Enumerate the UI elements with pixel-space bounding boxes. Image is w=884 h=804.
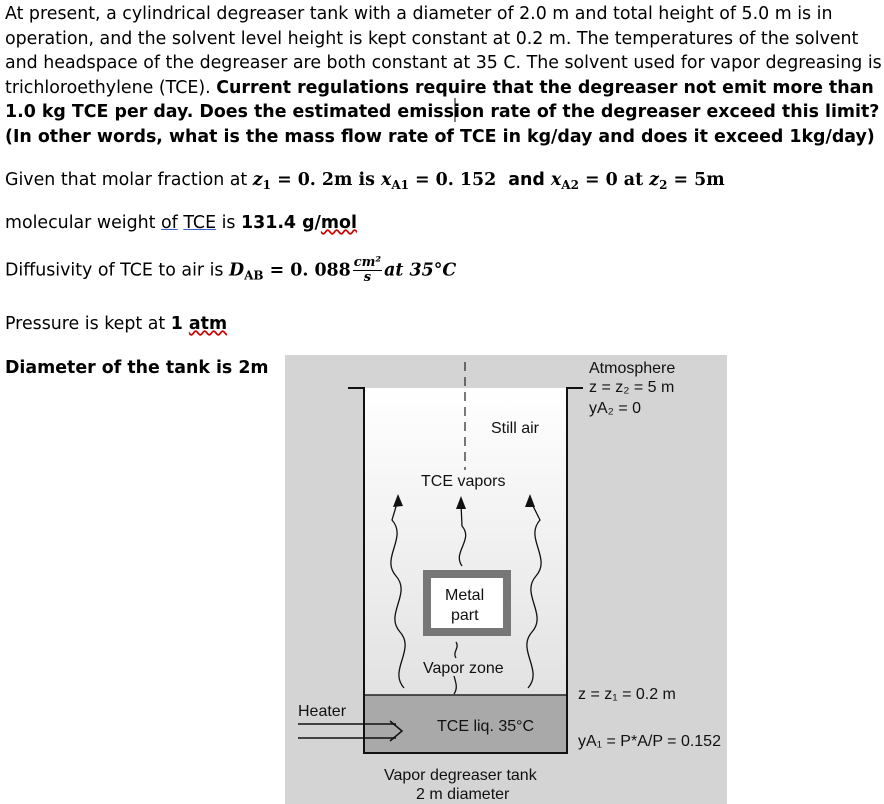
label-tce-vapors: TCE vapors <box>421 473 506 490</box>
x1-value: = 0. 152 <box>408 170 497 190</box>
z1-sub: 1 <box>262 178 272 192</box>
molecular-of: of <box>161 213 178 233</box>
molecular-value: 131.4 g/ <box>241 213 321 233</box>
label-z2: z = z₂ = 5 m <box>589 379 675 396</box>
label-z1: z = z₁ = 0.2 m <box>578 686 676 703</box>
problem-bold-text: Current regulations require that the degreaser not emit more than 1.0 kg TCE per day. Does the estimated emission rate of the degreaser exceed this limit? (In other words, what is the mass flow rate of TCE in kg/day and does it exceed 1kg/day) <box>5 77 880 147</box>
z2-symbol: z <box>649 170 660 190</box>
molecular-is: is <box>216 213 242 233</box>
diffusivity-sub: AB <box>244 268 264 283</box>
label-metal: Metal <box>445 587 485 604</box>
x2-sub: A2 <box>561 178 579 192</box>
diffusivity-value: = 0. 088 <box>263 260 351 281</box>
and-text: and <box>496 170 551 190</box>
unit-denominator: s <box>363 270 372 285</box>
label-tce-liq: TCE liq. 35°C <box>437 718 535 735</box>
label-still-air: Still air <box>491 420 540 437</box>
z2-value: = 5m <box>667 170 725 190</box>
label-heater: Heater <box>298 703 347 720</box>
x1-symbol: x <box>380 170 392 190</box>
x2-value: = 0 at <box>578 170 650 190</box>
caption-line1: Vapor degreaser tank <box>384 767 537 784</box>
z1-symbol: z <box>252 170 263 190</box>
label-atmosphere: Atmosphere <box>589 360 676 377</box>
x1-sub: A1 <box>391 178 409 192</box>
z1-value: = 0. 2m is <box>271 170 381 190</box>
diffusivity-prefix: Diffusivity of TCE to air is <box>5 260 230 281</box>
unit-numerator: cm² <box>353 255 382 270</box>
label-part: part <box>451 607 479 624</box>
diameter-text: Diameter of the tank is 2m <box>5 358 269 378</box>
molecular-mol: mol <box>320 213 357 233</box>
molecular-prefix: molecular weight <box>5 213 162 233</box>
z2-sub: 2 <box>659 178 668 192</box>
pressure-unit: atm <box>188 314 228 334</box>
caption-line2: 2 m diameter <box>416 786 510 803</box>
pressure-value: 1 <box>170 314 189 334</box>
label-y2: yA₂ = 0 <box>589 400 642 417</box>
diffusivity-temp: at 35°C <box>384 260 457 281</box>
label-y1: yA₁ = P*A/P = 0.152 <box>578 733 721 750</box>
given-intro: Given that molar fraction at <box>5 170 253 190</box>
label-vapor-zone: Vapor zone <box>423 660 504 677</box>
problem-normal-text: At present, a cylindrical degreaser tank with a diameter of 2.0 m and total height of 5.0 m is in operation, and the solvent level height is kept constant at 0.2 m. The temperatures of the solvent and headspace of the degreaser are both constant at 35 C. The solvent used for vapor degreasing is trichloroethylene (TCE). <box>5 4 882 98</box>
pressure-prefix: Pressure is kept at <box>5 314 171 334</box>
diffusivity-symbol: D <box>229 260 245 281</box>
molecular-tce: TCE <box>183 213 217 233</box>
x2-symbol: x <box>550 170 562 190</box>
